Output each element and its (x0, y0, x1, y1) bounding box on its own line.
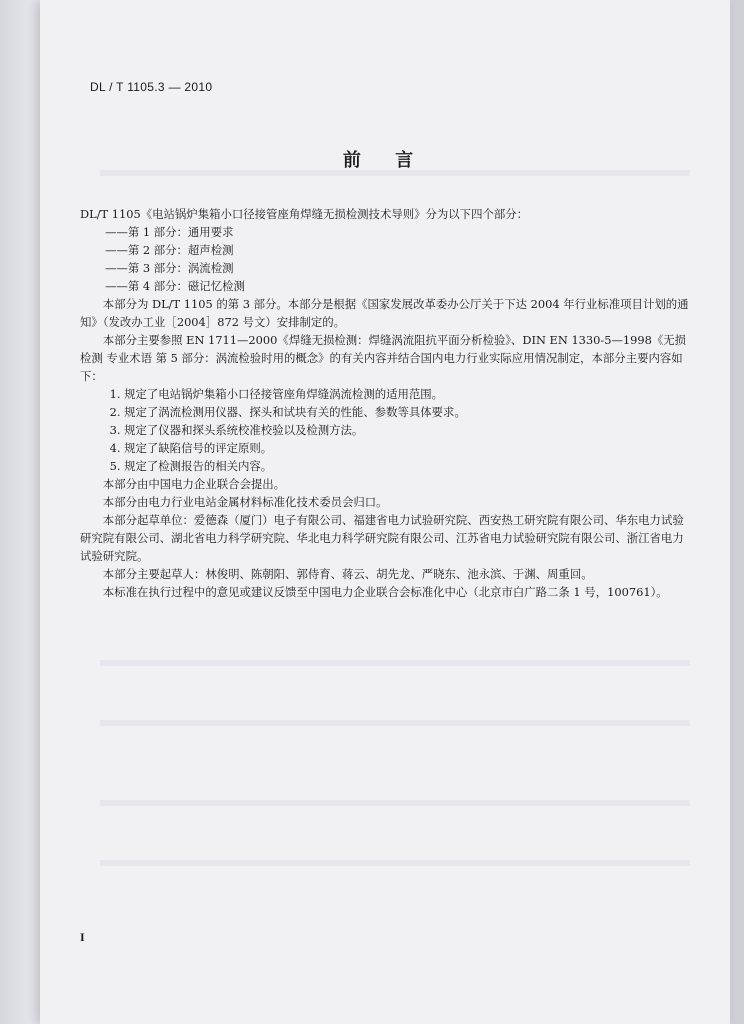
page-title: 前 言 (342, 150, 428, 171)
standard-code: DL / T 1105.3 — 2010 (90, 80, 213, 94)
proposer-paragraph: 本部分由中国电力企业联合会提出。 (102, 477, 286, 491)
drafters-paragraph: 本部分主要起草人：林俊明、陈朝阳、郭侍育、蒋云、胡先龙、严晓东、池永滨、于渊、周重回。 (102, 567, 593, 581)
basis-paragraph: 本部分为 DL/T 1105 的第 3 部分。本部分是根据《国家发展改革委办公厅关于下达 2004 年行业标准项目计划的通知》（发改办工业［2004］872 号文）安排制定的。 (80, 297, 689, 329)
bleed-through-mark (100, 720, 690, 726)
bleed-through-mark (100, 660, 690, 666)
content-list-item: 1. 规定了电站锅炉集箱小口径接管座角焊缝涡流检测的适用范围。 (109, 387, 444, 401)
content-list-item: 3. 规定了仪器和探头系统校准校验以及检测方法。 (109, 423, 364, 437)
page-number: I (80, 930, 85, 944)
foreword-body (80, 205, 695, 601)
reference-paragraph: 本部分主要参照 EN 1711—2000《焊缝无损检测：焊缝涡流阻抗平面分析检验》、DIN EN 1330-5—1998《无损检测 专业术语 第 5 部分：涡流检验时用的概念》的有关内容并结合国内电力行业实际应用情况制定，本部分主要内容如下： (80, 333, 687, 383)
content-list-item: 4. 规定了缺陷信号的评定原则。 (109, 441, 273, 455)
content-list-item: 2. 规定了涡流检测用仪器、探头和试块有关的性能、参数等具体要求。 (109, 405, 466, 419)
bleed-through-mark (100, 800, 690, 806)
part-list-item: ——第 4 部分：磁记忆检测 (105, 279, 245, 293)
part-list-item: ——第 3 部分：涡流检测 (105, 261, 234, 275)
book-spine (0, 0, 40, 1024)
content-list-item: 5. 规定了检测报告的相关内容。 (109, 459, 273, 473)
bleed-through-mark (100, 860, 690, 866)
intro-paragraph: DL/T 1105《电站锅炉集箱小口径接管座角焊缝无损检测技术导则》分为以下四个部分： (80, 207, 529, 221)
part-list-item: ——第 2 部分：超声检测 (105, 243, 234, 257)
committee-paragraph: 本部分由电力行业电站金属材料标准化技术委员会归口。 (102, 495, 388, 509)
drafting-units-paragraph: 本部分起草单位：爱德森（厦门）电子有限公司、福建省电力试验研究院、西安热工研究院有限公司、华东电力试验研究院有限公司、湖北省电力科学研究院、华北电力科学研究院有限公司、江苏省电力试验研究院有限公司、浙江省电力试验研究院。 (80, 513, 684, 563)
feedback-paragraph: 本标准在执行过程中的意见或建议反馈至中国电力企业联合会标准化中心（北京市白广路二条 1 号，100761）。 (102, 585, 668, 599)
document-page (40, 0, 730, 1024)
part-list-item: ——第 1 部分：通用要求 (105, 225, 234, 239)
